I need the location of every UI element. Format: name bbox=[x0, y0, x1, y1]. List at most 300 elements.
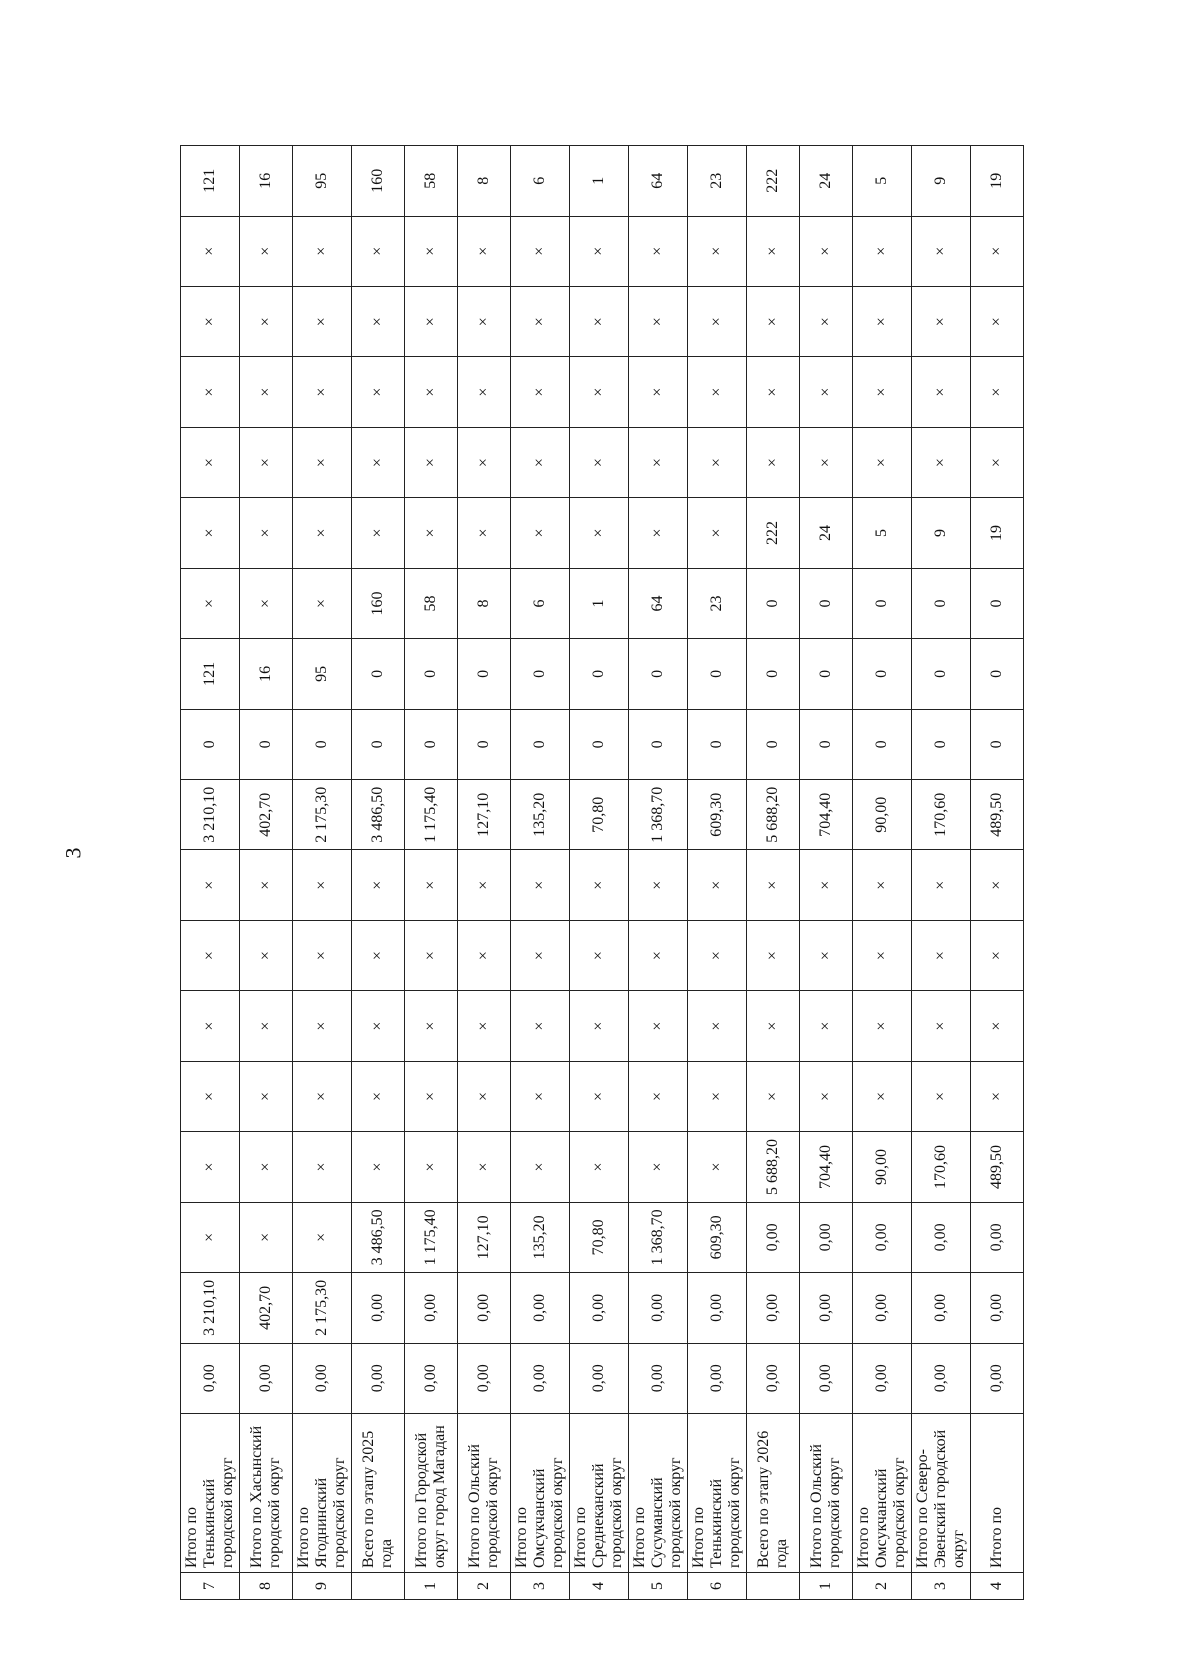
table-cell: × bbox=[240, 498, 293, 568]
table-cell: × bbox=[971, 427, 1024, 497]
table-cell: 0,00 bbox=[912, 1343, 971, 1413]
table-cell: 609,30 bbox=[688, 1202, 747, 1272]
table-cell: × bbox=[971, 991, 1024, 1061]
table-cell: 127,10 bbox=[458, 780, 511, 850]
table-cell: 0 bbox=[405, 709, 458, 779]
table-cell: × bbox=[629, 991, 688, 1061]
table-cell: × bbox=[458, 1132, 511, 1202]
table-cell: 1 bbox=[570, 568, 629, 638]
table-cell: × bbox=[800, 920, 853, 990]
table-cell: × bbox=[629, 216, 688, 286]
table-cell: 24 bbox=[800, 146, 853, 217]
table-cell: × bbox=[912, 850, 971, 920]
table-cell: × bbox=[181, 568, 240, 638]
table-cell: 0 bbox=[800, 639, 853, 709]
table-cell: × bbox=[293, 1132, 352, 1202]
table-cell: × bbox=[511, 357, 570, 427]
table-cell: × bbox=[458, 357, 511, 427]
row-number: 3 bbox=[912, 1573, 971, 1600]
table-cell: × bbox=[458, 427, 511, 497]
row-number: 8 bbox=[240, 1573, 293, 1600]
table-row bbox=[181, 146, 240, 1600]
table-cell: × bbox=[688, 216, 747, 286]
table-cell: × bbox=[800, 850, 853, 920]
table-cell: 16 bbox=[240, 639, 293, 709]
row-label: Итого по Ольский городской округ bbox=[458, 1414, 511, 1573]
table-cell: 95 bbox=[293, 146, 352, 217]
table-row bbox=[747, 146, 800, 1600]
table-cell: 0 bbox=[747, 709, 800, 779]
table-cell: 0 bbox=[971, 568, 1024, 638]
table-cell: × bbox=[629, 1061, 688, 1131]
table-cell: × bbox=[352, 357, 405, 427]
table-cell: 402,70 bbox=[240, 1273, 293, 1343]
table-cell: 3 486,50 bbox=[352, 1202, 405, 1272]
table-cell: 0 bbox=[912, 709, 971, 779]
table-cell: 2 175,30 bbox=[293, 780, 352, 850]
table-cell: 0 bbox=[352, 709, 405, 779]
row-number: 2 bbox=[458, 1573, 511, 1600]
table-cell: × bbox=[800, 216, 853, 286]
table-cell: 402,70 bbox=[240, 780, 293, 850]
table-cell: 8 bbox=[458, 146, 511, 217]
table-cell: × bbox=[912, 427, 971, 497]
table-cell: × bbox=[570, 920, 629, 990]
table-cell: × bbox=[405, 1132, 458, 1202]
table-cell: × bbox=[181, 1061, 240, 1131]
table-cell: 0 bbox=[458, 639, 511, 709]
table-cell: × bbox=[458, 287, 511, 357]
table-row bbox=[800, 146, 853, 1600]
table-cell: × bbox=[181, 427, 240, 497]
table-cell: × bbox=[458, 216, 511, 286]
table-cell: × bbox=[629, 498, 688, 568]
table-cell: × bbox=[800, 1061, 853, 1131]
table-cell: × bbox=[688, 357, 747, 427]
table-cell: × bbox=[570, 850, 629, 920]
table-cell: × bbox=[293, 991, 352, 1061]
table-row bbox=[240, 146, 293, 1600]
table-cell: 489,50 bbox=[971, 780, 1024, 850]
table-cell: × bbox=[570, 1061, 629, 1131]
table-cell: × bbox=[181, 287, 240, 357]
table-cell: 0,00 bbox=[912, 1273, 971, 1343]
table-cell: × bbox=[240, 427, 293, 497]
table-cell: × bbox=[747, 920, 800, 990]
table-cell: × bbox=[688, 920, 747, 990]
table-cell: × bbox=[629, 357, 688, 427]
table-cell: × bbox=[181, 991, 240, 1061]
table-cell: 0,00 bbox=[800, 1273, 853, 1343]
row-label: Всего по этапу 2025 года bbox=[352, 1414, 405, 1573]
table-cell: 170,60 bbox=[912, 780, 971, 850]
row-number: 5 bbox=[629, 1573, 688, 1600]
table-cell: 70,80 bbox=[570, 1202, 629, 1272]
table-cell: × bbox=[853, 1061, 912, 1131]
table-cell: 0 bbox=[912, 639, 971, 709]
table-cell: × bbox=[293, 498, 352, 568]
table-cell: 3 486,50 bbox=[352, 780, 405, 850]
table-row bbox=[688, 146, 747, 1600]
table-cell: 1 368,70 bbox=[629, 780, 688, 850]
table-cell: 64 bbox=[629, 146, 688, 217]
table-cell: 170,60 bbox=[912, 1132, 971, 1202]
table-cell: × bbox=[853, 991, 912, 1061]
table-cell: × bbox=[912, 991, 971, 1061]
table-cell: 0,00 bbox=[629, 1273, 688, 1343]
table-cell: 489,50 bbox=[971, 1132, 1024, 1202]
row-number: 6 bbox=[688, 1573, 747, 1600]
table-cell: × bbox=[511, 216, 570, 286]
table-row bbox=[511, 146, 570, 1600]
table-cell: 127,10 bbox=[458, 1202, 511, 1272]
table-cell: × bbox=[352, 1132, 405, 1202]
table-cell: × bbox=[570, 357, 629, 427]
table-cell: 0,00 bbox=[853, 1202, 912, 1272]
table-cell: 19 bbox=[971, 498, 1024, 568]
table-cell: × bbox=[747, 991, 800, 1061]
row-number: 9 bbox=[293, 1573, 352, 1600]
table-cell: × bbox=[688, 498, 747, 568]
table-cell: 0 bbox=[688, 709, 747, 779]
table-cell: 23 bbox=[688, 146, 747, 217]
table-cell: × bbox=[405, 850, 458, 920]
table-cell: 135,20 bbox=[511, 780, 570, 850]
row-number: 4 bbox=[971, 1573, 1024, 1600]
table-cell: × bbox=[458, 850, 511, 920]
table-cell: × bbox=[747, 357, 800, 427]
table-cell: 135,20 bbox=[511, 1202, 570, 1272]
table-cell: × bbox=[405, 1061, 458, 1131]
table-cell: 70,80 bbox=[570, 780, 629, 850]
row-label: Итого по Омсукчанский городской округ bbox=[511, 1414, 570, 1573]
table-cell: × bbox=[747, 850, 800, 920]
row-label: Итого по Тенькинский городской округ bbox=[688, 1414, 747, 1573]
table-cell: 0 bbox=[853, 639, 912, 709]
table-cell: 1 bbox=[570, 146, 629, 217]
table-row bbox=[458, 146, 511, 1600]
table-cell: × bbox=[511, 1061, 570, 1131]
table-cell: × bbox=[458, 1061, 511, 1131]
table-cell: 0 bbox=[511, 639, 570, 709]
table-cell: × bbox=[629, 427, 688, 497]
table-cell: × bbox=[293, 1061, 352, 1131]
table-cell: 0,00 bbox=[800, 1202, 853, 1272]
table-cell: × bbox=[352, 287, 405, 357]
table-cell: 0 bbox=[240, 709, 293, 779]
table-cell: 5 688,20 bbox=[747, 780, 800, 850]
table-cell: 0,00 bbox=[971, 1343, 1024, 1413]
table-cell: 8 bbox=[458, 568, 511, 638]
table-cell: × bbox=[971, 357, 1024, 427]
table-cell: 160 bbox=[352, 568, 405, 638]
row-label: Итого по Городской округ город Магадан bbox=[405, 1414, 458, 1573]
table-cell: × bbox=[181, 498, 240, 568]
table-cell: × bbox=[352, 850, 405, 920]
table-cell: × bbox=[570, 498, 629, 568]
table-cell: 0 bbox=[971, 709, 1024, 779]
table-cell: 0 bbox=[629, 639, 688, 709]
table-cell: × bbox=[570, 427, 629, 497]
table-cell: 0,00 bbox=[800, 1343, 853, 1413]
table-cell: 5 bbox=[853, 498, 912, 568]
table-cell: × bbox=[293, 568, 352, 638]
table-cell: × bbox=[352, 920, 405, 990]
table-cell: 0 bbox=[747, 639, 800, 709]
table-cell: × bbox=[800, 427, 853, 497]
table-cell: 0 bbox=[971, 639, 1024, 709]
table-cell: 0 bbox=[405, 639, 458, 709]
table-cell: × bbox=[800, 991, 853, 1061]
row-number bbox=[352, 1573, 405, 1600]
row-label: Итого по bbox=[971, 1414, 1024, 1573]
table-cell: × bbox=[747, 1061, 800, 1131]
table-cell: 0 bbox=[800, 568, 853, 638]
page-number: 3 bbox=[60, 847, 86, 859]
table-cell: × bbox=[405, 216, 458, 286]
table-cell: × bbox=[688, 850, 747, 920]
table-cell: × bbox=[293, 1202, 352, 1272]
table-cell: × bbox=[293, 850, 352, 920]
table-cell: 0,00 bbox=[971, 1273, 1024, 1343]
table-cell: 64 bbox=[629, 568, 688, 638]
table-cell: 0,00 bbox=[688, 1273, 747, 1343]
table-cell: 6 bbox=[511, 146, 570, 217]
table-cell: 90,00 bbox=[853, 1132, 912, 1202]
table-row bbox=[293, 146, 352, 1600]
table-cell: 0,00 bbox=[853, 1273, 912, 1343]
row-number: 4 bbox=[570, 1573, 629, 1600]
table-cell: 3 210,10 bbox=[181, 780, 240, 850]
table-cell: × bbox=[800, 357, 853, 427]
table-row bbox=[570, 146, 629, 1600]
table-cell: 58 bbox=[405, 146, 458, 217]
table-cell: × bbox=[293, 357, 352, 427]
table-cell: × bbox=[912, 920, 971, 990]
table-cell: × bbox=[511, 850, 570, 920]
table-cell: 0,00 bbox=[912, 1202, 971, 1272]
table-row bbox=[352, 146, 405, 1600]
table-cell: × bbox=[181, 920, 240, 990]
table-cell: 222 bbox=[747, 498, 800, 568]
row-label: Итого по Ольский городской округ bbox=[800, 1414, 853, 1573]
table-cell: × bbox=[240, 287, 293, 357]
row-label: Всего по этапу 2026 года bbox=[747, 1414, 800, 1573]
table-cell: × bbox=[853, 850, 912, 920]
table-cell: × bbox=[971, 1061, 1024, 1131]
table-cell: × bbox=[240, 568, 293, 638]
table-cell: × bbox=[688, 1132, 747, 1202]
table-cell: 0,00 bbox=[181, 1343, 240, 1413]
table-cell: × bbox=[629, 1132, 688, 1202]
table-cell: 121 bbox=[181, 639, 240, 709]
table-cell: 23 bbox=[688, 568, 747, 638]
table-cell: 0,00 bbox=[629, 1343, 688, 1413]
row-label: Итого по Ягоднинский городской округ bbox=[293, 1414, 352, 1573]
table-cell: 16 bbox=[240, 146, 293, 217]
table-cell: × bbox=[853, 287, 912, 357]
table-cell: 95 bbox=[293, 639, 352, 709]
table-cell: 0,00 bbox=[747, 1202, 800, 1272]
table-cell: 0 bbox=[458, 709, 511, 779]
table-cell: 0,00 bbox=[570, 1273, 629, 1343]
table-cell: 0,00 bbox=[747, 1343, 800, 1413]
row-label: Итого по Северо-Эвенский городской округ bbox=[912, 1414, 971, 1573]
table-cell: 0 bbox=[511, 709, 570, 779]
table-cell: 0,00 bbox=[511, 1343, 570, 1413]
table-cell: 0 bbox=[629, 709, 688, 779]
table-cell: × bbox=[181, 357, 240, 427]
table-cell: × bbox=[181, 1132, 240, 1202]
table-cell: × bbox=[971, 920, 1024, 990]
table-cell: 1 175,40 bbox=[405, 780, 458, 850]
table-cell: × bbox=[293, 920, 352, 990]
table-cell: × bbox=[570, 1132, 629, 1202]
table-cell: × bbox=[853, 427, 912, 497]
table-cell: × bbox=[971, 850, 1024, 920]
table-cell: 0,00 bbox=[747, 1273, 800, 1343]
table-cell: × bbox=[688, 991, 747, 1061]
table-cell: × bbox=[405, 991, 458, 1061]
table-cell: 0,00 bbox=[458, 1273, 511, 1343]
rotated-table-container bbox=[180, 145, 1040, 1600]
table-cell: × bbox=[240, 850, 293, 920]
table-cell: 704,40 bbox=[800, 780, 853, 850]
table-cell: × bbox=[181, 850, 240, 920]
table-row bbox=[629, 146, 688, 1600]
table-cell: × bbox=[629, 850, 688, 920]
table-cell: 0 bbox=[181, 709, 240, 779]
table-cell: × bbox=[293, 427, 352, 497]
table-cell: × bbox=[570, 216, 629, 286]
table-cell: × bbox=[240, 1061, 293, 1131]
table-cell: × bbox=[458, 920, 511, 990]
table-cell: × bbox=[747, 427, 800, 497]
table-row bbox=[971, 146, 1024, 1600]
table-cell: × bbox=[181, 1202, 240, 1272]
table-cell: 0 bbox=[293, 709, 352, 779]
table-cell: × bbox=[405, 920, 458, 990]
table-cell: × bbox=[511, 991, 570, 1061]
row-label: Итого по Сусуманский городской округ bbox=[629, 1414, 688, 1573]
table-cell: × bbox=[240, 991, 293, 1061]
table-cell: × bbox=[240, 1132, 293, 1202]
table-cell: × bbox=[570, 287, 629, 357]
table-row bbox=[912, 146, 971, 1600]
table-cell: × bbox=[853, 216, 912, 286]
table-cell: × bbox=[240, 1202, 293, 1272]
table-cell: 609,30 bbox=[688, 780, 747, 850]
table-cell: 0,00 bbox=[405, 1343, 458, 1413]
table-cell: 0,00 bbox=[293, 1343, 352, 1413]
table-cell: 0,00 bbox=[352, 1343, 405, 1413]
table-cell: × bbox=[352, 427, 405, 497]
table-cell: 9 bbox=[912, 146, 971, 217]
table-cell: × bbox=[511, 498, 570, 568]
table-cell: 704,40 bbox=[800, 1132, 853, 1202]
table-cell: × bbox=[912, 216, 971, 286]
table-cell: × bbox=[352, 216, 405, 286]
table-cell: × bbox=[570, 991, 629, 1061]
table-cell: 58 bbox=[405, 568, 458, 638]
row-number: 2 bbox=[853, 1573, 912, 1600]
table-cell: 0,00 bbox=[352, 1273, 405, 1343]
table-cell: × bbox=[912, 357, 971, 427]
table-cell: × bbox=[405, 357, 458, 427]
table-cell: × bbox=[405, 498, 458, 568]
table-cell: 0 bbox=[570, 709, 629, 779]
row-label: Итого по Среднеканский городской округ bbox=[570, 1414, 629, 1573]
table-cell: × bbox=[629, 920, 688, 990]
table-cell: × bbox=[405, 287, 458, 357]
table-cell: 160 bbox=[352, 146, 405, 217]
row-number: 1 bbox=[405, 1573, 458, 1600]
table-cell: 5 688,20 bbox=[747, 1132, 800, 1202]
row-label: Итого по Тенькинский городской округ bbox=[181, 1414, 240, 1573]
table-cell: × bbox=[240, 357, 293, 427]
table-cell: × bbox=[912, 1061, 971, 1131]
table-cell: × bbox=[458, 498, 511, 568]
table-cell: 24 bbox=[800, 498, 853, 568]
table-cell: × bbox=[511, 287, 570, 357]
table-cell: × bbox=[240, 216, 293, 286]
table-cell: 3 210,10 bbox=[181, 1273, 240, 1343]
table-cell: × bbox=[853, 920, 912, 990]
table-cell: 222 bbox=[747, 146, 800, 217]
table-cell: × bbox=[800, 287, 853, 357]
table-cell: 5 bbox=[853, 146, 912, 217]
table-row bbox=[853, 146, 912, 1600]
table-cell: × bbox=[511, 920, 570, 990]
table-cell: 2 175,30 bbox=[293, 1273, 352, 1343]
table-cell: × bbox=[971, 287, 1024, 357]
table-cell: × bbox=[511, 427, 570, 497]
table-cell: 0,00 bbox=[688, 1343, 747, 1413]
table-cell: × bbox=[352, 498, 405, 568]
table-cell: × bbox=[688, 427, 747, 497]
table-cell: 0 bbox=[352, 639, 405, 709]
table-cell: 0,00 bbox=[511, 1273, 570, 1343]
table-cell: 1 368,70 bbox=[629, 1202, 688, 1272]
table-cell: × bbox=[912, 287, 971, 357]
table-cell: 0,00 bbox=[971, 1202, 1024, 1272]
table-cell: × bbox=[688, 287, 747, 357]
table-cell: × bbox=[688, 1061, 747, 1131]
data-table bbox=[180, 145, 1024, 1600]
table-cell: 0,00 bbox=[570, 1343, 629, 1413]
row-label: Итого по Омсукчанский городской округ bbox=[853, 1414, 912, 1573]
table-cell: 0,00 bbox=[853, 1343, 912, 1413]
table-cell: 19 bbox=[971, 146, 1024, 217]
table-cell: × bbox=[293, 216, 352, 286]
table-cell: 121 bbox=[181, 146, 240, 217]
table-cell: × bbox=[629, 287, 688, 357]
table-cell: × bbox=[747, 287, 800, 357]
table-cell: × bbox=[405, 427, 458, 497]
table-cell: × bbox=[293, 287, 352, 357]
row-number: 1 bbox=[800, 1573, 853, 1600]
table-row bbox=[405, 146, 458, 1600]
table-cell: × bbox=[352, 1061, 405, 1131]
table-cell: 9 bbox=[912, 498, 971, 568]
table-cell: 0 bbox=[853, 709, 912, 779]
table-cell: 0 bbox=[688, 639, 747, 709]
table-cell: 90,00 bbox=[853, 780, 912, 850]
table-cell: 6 bbox=[511, 568, 570, 638]
row-label: Итого по Хасынский городской округ bbox=[240, 1414, 293, 1573]
table-cell: × bbox=[181, 216, 240, 286]
table-cell: 1 175,40 bbox=[405, 1202, 458, 1272]
